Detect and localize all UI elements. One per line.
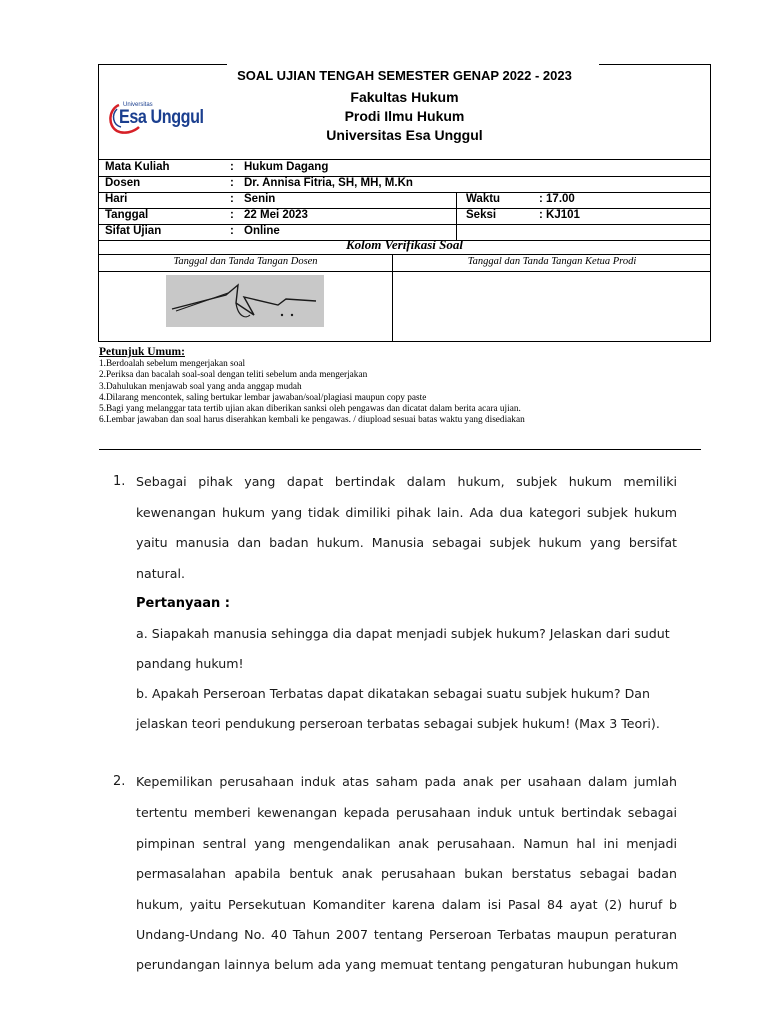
info-row-date: [99, 208, 710, 225]
question-text-line: permasalahan apabila bentuk anak perusahaan bukan berstatus sebagai badan: [136, 866, 677, 881]
question-text-line: natural.: [136, 566, 186, 581]
info-colon: :: [230, 193, 234, 205]
info-value: Dr. Annisa Fitria, SH, MH, M.Kn: [244, 177, 413, 189]
info-label: Mata Kuliah: [105, 161, 170, 173]
info-row-course: [99, 160, 710, 177]
verification-divider: [99, 254, 710, 255]
instructions-title: Petunjuk Umum:: [99, 346, 185, 358]
info-value-section: : KJ101: [539, 209, 580, 221]
verification-head-label: Tanggal dan Tanda Tangan Ketua Prodi: [467, 256, 637, 267]
info-colon: :: [230, 209, 234, 221]
logo-small-text: Universitas: [123, 102, 153, 108]
title-gap: [227, 64, 599, 66]
info-value: 22 Mei 2023: [244, 209, 308, 221]
program-name: Prodi Ilmu Hukum: [344, 108, 465, 124]
verification-subdivider: [99, 271, 710, 272]
exam-title: SOAL UJIAN TENGAH SEMESTER GENAP 2022 - 2023: [237, 68, 572, 83]
lecturer-signature-image: [166, 275, 324, 327]
column-divider: [456, 208, 457, 224]
sub-question-line: a. Siapakah manusia sehingga dia dapat menjadi subjek hukum? Jelaskan dari sudut: [136, 626, 670, 641]
info-label-section: Seksi: [466, 209, 497, 221]
question-number: 2.: [113, 774, 126, 789]
exam-header: [98, 64, 711, 342]
verification-title: Kolom Verifikasi Soal: [345, 237, 464, 252]
info-row-lecturer: [99, 176, 710, 193]
question-number: 1.: [113, 474, 126, 489]
info-colon: :: [230, 225, 234, 237]
university-logo: [105, 97, 215, 139]
info-label-time: Waktu: [466, 193, 501, 205]
verification-lecturer-label: Tanggal dan Tanda Tangan Dosen: [173, 256, 318, 267]
column-divider: [456, 192, 457, 208]
question-heading: Pertanyaan :: [136, 596, 230, 611]
question-text-line: tertentu memberi kewenangan kepada perusahaan induk untuk bertindak sebagai: [136, 805, 677, 820]
info-value: Senin: [244, 193, 276, 205]
sub-question-line: pandang hukum!: [136, 656, 244, 671]
question-text-line: yaitu manusia dan badan hukum. Manusia sebagai subjek hukum yang bersifat: [136, 535, 677, 550]
info-label: Tanggal: [105, 209, 149, 221]
info-value: Online: [244, 225, 280, 237]
info-value: Hukum Dagang: [244, 161, 329, 173]
instruction-item: 5.Bagi yang melanggar tata tertib ujian akan diberikan sanksi oleh pengawas dan dicatat dalam berita acara ujian.: [99, 404, 521, 415]
sub-question-line: b. Apakah Perseroan Terbatas dapat dikatakan sebagai suatu subjek hukum? Dan: [136, 686, 650, 701]
instruction-item: 3.Dahulukan menjawab soal yang anda anggap mudah: [99, 381, 302, 392]
sub-question-line: jelaskan teori pendukung perseroan terbatas sebagai subjek hukum! (Max 3 Teori).: [136, 716, 660, 731]
question-text-line: Undang-Undang No. 40 Tahun 2007 tentang Perseroan Terbatas maupun peraturan: [136, 927, 677, 942]
general-instructions: [99, 346, 704, 427]
logo-main-text: Esa Unggul: [119, 107, 204, 128]
info-colon: :: [230, 161, 234, 173]
question-text-line: kewenangan hukum yang tidak dimiliki pihak lain. Ada dua kategori subjek hukum: [136, 505, 677, 520]
question-text-line: perundangan lainnya belum ada yang memuat tentang pengaturan hubungan hukum: [136, 957, 679, 972]
verification-column-divider: [392, 254, 393, 342]
instruction-item: 2.Periksa dan bacalah soal-soal dengan teliti sebelum anda mengerjakan: [99, 370, 368, 381]
instruction-item: 4.Dilarang mencontek, saling bertukar lembar jawaban/soal/plagiasi maupun copy paste: [99, 392, 427, 403]
info-label: Hari: [105, 193, 128, 205]
info-label: Sifat Ujian: [105, 225, 162, 237]
section-divider: [99, 449, 701, 450]
university-name: Universitas Esa Unggul: [326, 127, 483, 143]
question-text-line: Sebagai pihak yang dapat bertindak dalam hukum, subjek hukum memiliki: [136, 474, 677, 489]
instruction-item: 1.Berdoalah sebelum mengerjakan soal: [99, 359, 246, 369]
question-text-line: pimpinan sentral yang mengendalikan anak perusahaan. Namun hal ini menjadi: [136, 836, 677, 851]
info-colon: :: [230, 177, 234, 189]
faculty-name: Fakultas Hukum: [350, 89, 459, 105]
info-row-day: [99, 192, 710, 209]
info-label: Dosen: [105, 177, 141, 189]
instruction-item: 6.Lembar jawaban dan soal harus diserahkan kembali ke pengawas. / diupload sesuai batas waktu yang disediakan: [99, 415, 525, 426]
question-text-line: hukum, yaitu Persekutuan Komanditer karena dalam isi Pasal 84 ayat (2) huruf b: [136, 897, 677, 912]
question-text-line: Kepemilikan perusahaan induk atas saham pada anak per usahaan dalam jumlah: [136, 774, 677, 789]
info-value-time: : 17.00: [539, 193, 575, 205]
signature-scribble: [166, 275, 324, 327]
